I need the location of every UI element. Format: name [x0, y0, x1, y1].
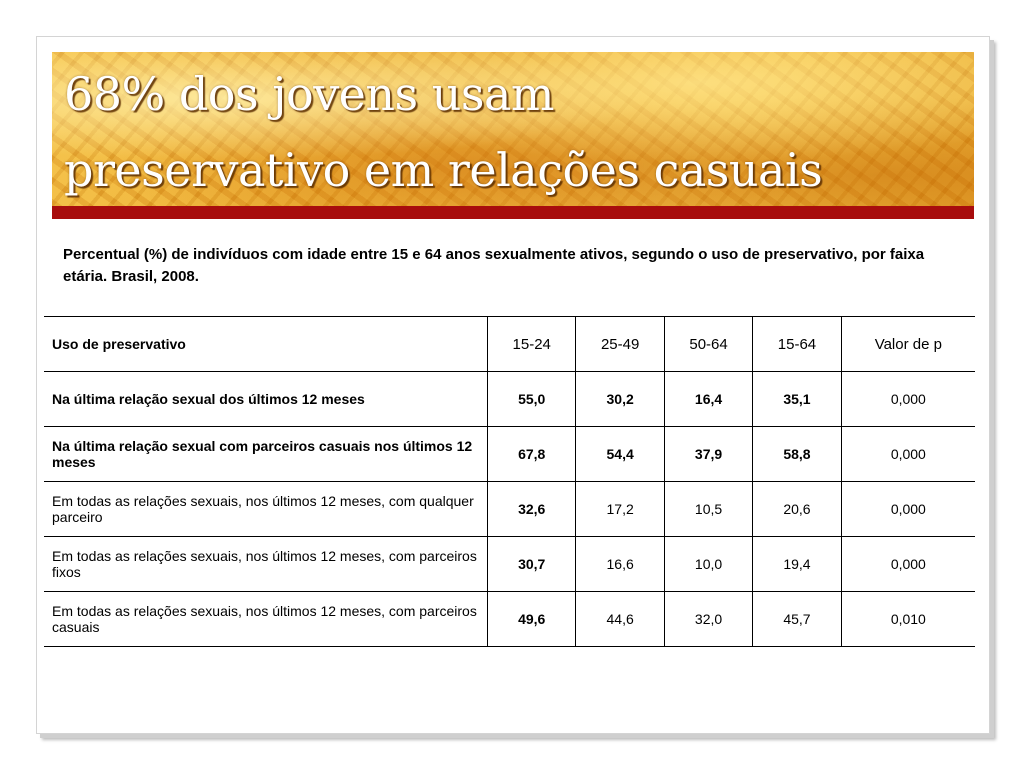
cell-15-24: 55,0: [488, 372, 576, 427]
header-uso: Uso de preservativo: [44, 317, 488, 372]
row-label: Na última relação sexual com parceiros casuais nos últimos 12 meses: [44, 427, 488, 482]
table-row: [44, 592, 975, 647]
header-25-49: 25-49: [576, 317, 664, 372]
cell-50-64: 16,4: [664, 372, 752, 427]
cell-50-64: 37,9: [664, 427, 752, 482]
cell-valor-p: 0,000: [841, 482, 975, 537]
table-row: [44, 537, 975, 592]
title-banner: [52, 52, 974, 206]
cell-25-49: 44,6: [576, 592, 664, 647]
row-label: Em todas as relações sexuais, nos últimos 12 meses, com qualquer parceiro: [44, 482, 488, 537]
table-header-row: [44, 317, 975, 372]
cell-15-64: 45,7: [753, 592, 841, 647]
cell-15-24: 32,6: [488, 482, 576, 537]
cell-15-64: 20,6: [753, 482, 841, 537]
cell-valor-p: 0,000: [841, 427, 975, 482]
cell-valor-p: 0,000: [841, 537, 975, 592]
table-row: [44, 482, 975, 537]
header-15-64: 15-64: [753, 317, 841, 372]
row-label: Na última relação sexual dos últimos 12 meses: [44, 372, 488, 427]
row-label: Em todas as relações sexuais, nos últimos 12 meses, com parceiros casuais: [44, 592, 488, 647]
table-caption: Percentual (%) de indivíduos com idade entre 15 e 64 anos sexualmente ativos, segundo o uso de preservativo, por faixa etária. Brasil, 2008.: [63, 246, 925, 285]
table-row: [44, 372, 975, 427]
cell-15-64: 58,8: [753, 427, 841, 482]
cell-50-64: 10,5: [664, 482, 752, 537]
cell-50-64: 10,0: [664, 537, 752, 592]
header-valor-p: Valor de p: [841, 317, 975, 372]
cell-25-49: 17,2: [576, 482, 664, 537]
cell-15-24: 30,7: [488, 537, 576, 592]
cell-15-24: 49,6: [488, 592, 576, 647]
title-divider: [52, 206, 974, 219]
cell-25-49: 16,6: [576, 537, 664, 592]
cell-15-24: 67,8: [488, 427, 576, 482]
slide-title: 68% dos jovens usam preservativo em relações casuais: [64, 67, 823, 197]
slide: [36, 36, 990, 734]
table-row: [44, 427, 975, 482]
cell-50-64: 32,0: [664, 592, 752, 647]
cell-25-49: 54,4: [576, 427, 664, 482]
header-15-24: 15-24: [488, 317, 576, 372]
header-50-64: 50-64: [664, 317, 752, 372]
row-label: Em todas as relações sexuais, nos últimos 12 meses, com parceiros fixos: [44, 537, 488, 592]
cell-15-64: 19,4: [753, 537, 841, 592]
cell-25-49: 30,2: [576, 372, 664, 427]
data-table: [44, 316, 975, 647]
cell-valor-p: 0,010: [841, 592, 975, 647]
cell-valor-p: 0,000: [841, 372, 975, 427]
cell-15-64: 35,1: [753, 372, 841, 427]
